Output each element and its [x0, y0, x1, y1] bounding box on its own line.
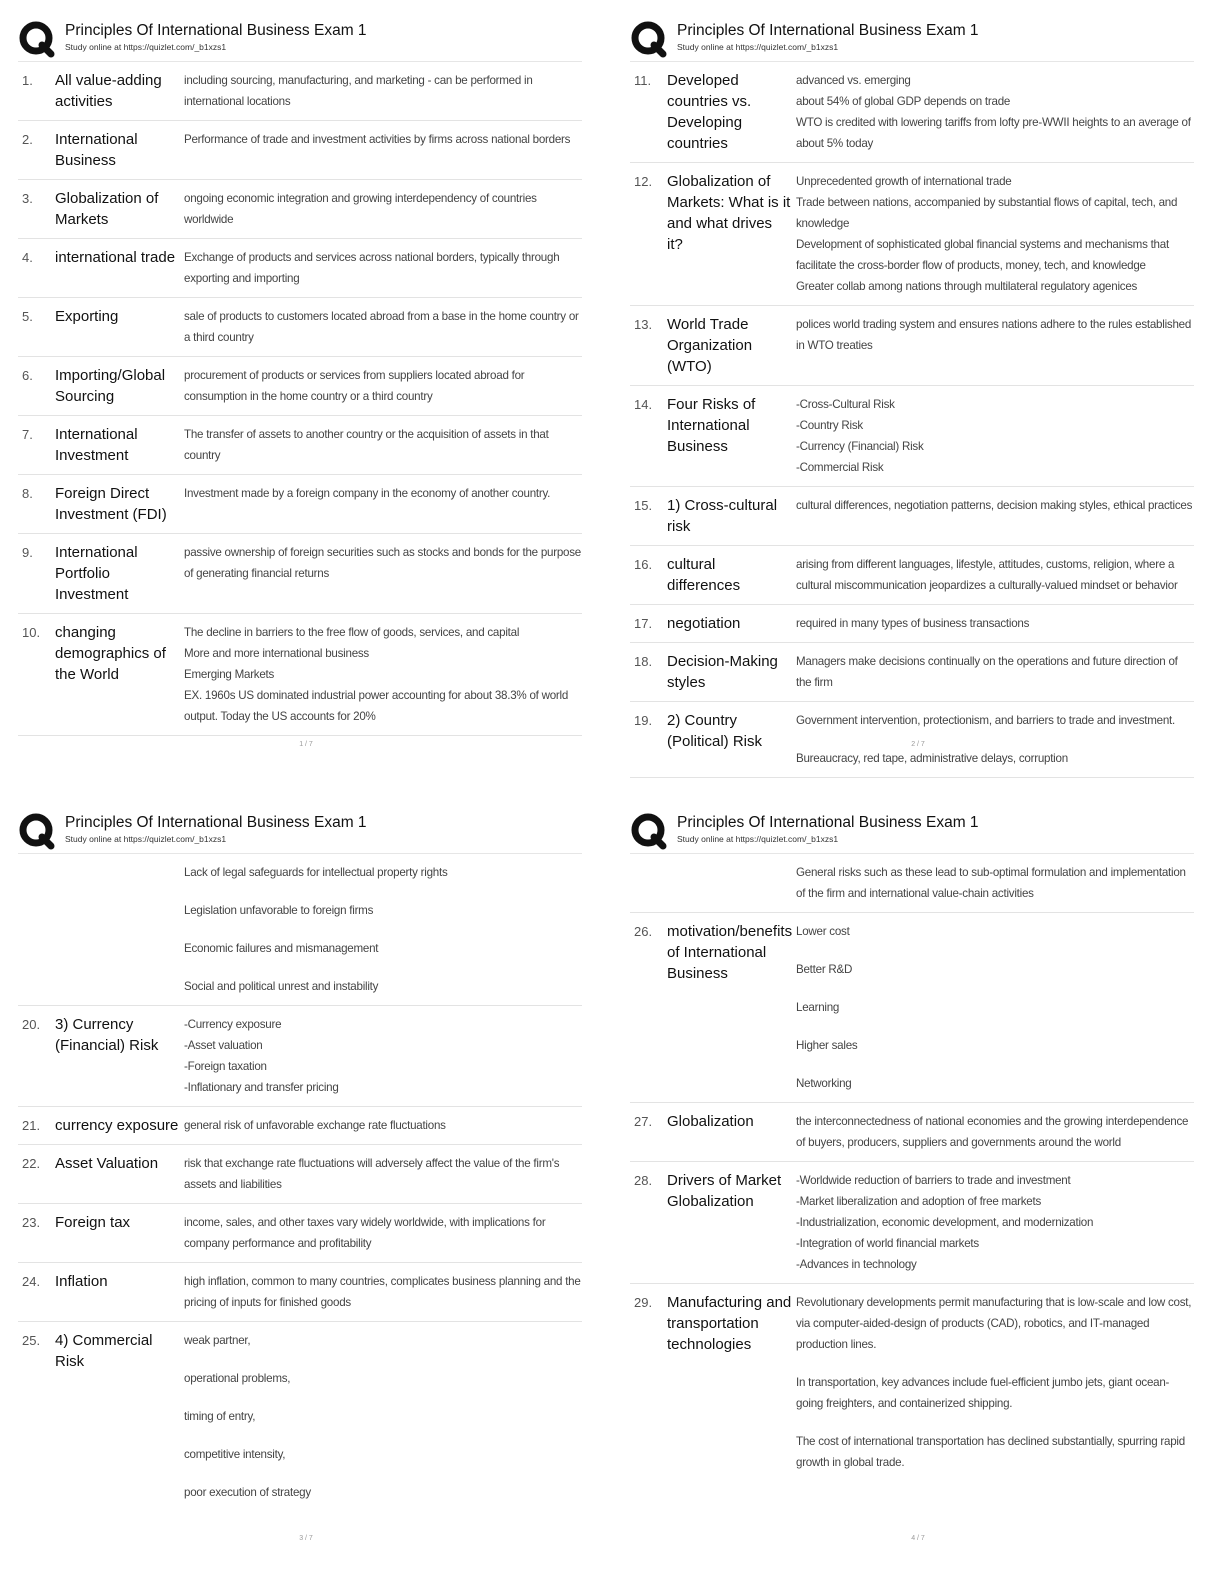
quizlet-logo-icon [18, 20, 56, 58]
definition-line: about 54% of global GDP depends on trade [796, 95, 1011, 108]
definition-line: operational problems, [184, 1372, 291, 1385]
term-row [18, 62, 582, 121]
term-number: 3. [22, 191, 33, 206]
term-label: International Portfolio Investment [55, 544, 138, 603]
term-number: 21. [22, 1118, 41, 1133]
page-header [630, 20, 1194, 62]
definition-line: timing of entry, [184, 1410, 256, 1423]
term-row [630, 913, 1194, 1103]
page-number: 4 / 7 [911, 1535, 925, 1542]
definition-line: -Currency exposure [184, 1018, 282, 1031]
term-label: 1) Cross-cultural risk [667, 497, 778, 535]
definition-line: Lower cost [796, 925, 850, 938]
term-row [630, 62, 1194, 163]
term-definition [796, 171, 1194, 297]
term-number: 19. [634, 713, 653, 728]
term-number: 14. [634, 397, 653, 412]
term-definition [796, 495, 1194, 537]
term-row [18, 180, 582, 239]
definition-line: The transfer of assets to another country or the acquisition of assets in that country [184, 428, 549, 462]
term-number: 6. [22, 368, 33, 383]
term-row [18, 298, 582, 357]
term-number: 2. [22, 132, 33, 147]
definition-line: -Advances in technology [796, 1258, 917, 1271]
term-number: 4. [22, 250, 33, 265]
definition-line: including sourcing, manufacturing, and marketing - can be performed in international locations [184, 74, 533, 108]
term-list [18, 62, 582, 736]
definition-line: Revolutionary developments permit manufacturing that is low-scale and low cost, via computer-aided-design of products (CAD), robotics, and IT-managed production lines. [796, 1296, 1192, 1351]
term-number: 8. [22, 486, 33, 501]
term-number: 1. [22, 73, 33, 88]
term-label: Inflation [55, 1273, 108, 1290]
term-label: international trade [55, 249, 176, 266]
term-row [630, 386, 1194, 487]
term-number: 25. [22, 1333, 41, 1348]
term-definition [184, 622, 582, 727]
term-list [630, 62, 1194, 778]
page-4 [612, 792, 1224, 1584]
term-label: Decision-Making styles [667, 653, 778, 691]
term-label: currency exposure [55, 1117, 179, 1134]
term-label: 2) Country (Political) Risk [667, 712, 763, 750]
term-label: Foreign tax [55, 1214, 131, 1231]
definition-line: Government intervention, protectionism, and barriers to trade and investment. [796, 714, 1176, 727]
definition-line: general risk of unfavorable exchange rate fluctuations [184, 1119, 446, 1132]
term-definition [796, 70, 1194, 154]
term-label: 4) Commercial Risk [55, 1332, 153, 1370]
definition-line: weak partner, [184, 1334, 251, 1347]
term-number: 7. [22, 427, 33, 442]
definition-line: More and more international business [184, 647, 369, 660]
definition-line: ongoing economic integration and growing interdependency of countries worldwide [184, 192, 537, 226]
term-row [18, 1006, 582, 1107]
document-title: Principles Of International Business Exam 1 [677, 814, 979, 831]
term-definition [184, 70, 582, 112]
term-definition [184, 483, 582, 525]
definition-line: polices world trading system and ensures nations adhere to the rules established in WTO treaties [796, 318, 1192, 352]
term-label: Importing/Global Sourcing [55, 367, 166, 405]
term-row [18, 357, 582, 416]
definition-line: Exchange of products and services across national borders, typically through exporting and importing [184, 251, 560, 285]
definition-line: Greater collab among nations through multilateral regulatory agenices [796, 280, 1138, 293]
term-row [18, 1107, 582, 1145]
term-label: 3) Currency (Financial) Risk [55, 1016, 159, 1054]
definition-line: Bureaucracy, red tape, administrative delays, corruption [796, 752, 1068, 765]
term-definition [184, 247, 582, 289]
term-number: 12. [634, 174, 653, 189]
term-row [18, 1204, 582, 1263]
term-row [18, 854, 582, 1006]
term-number: 5. [22, 309, 33, 324]
term-label: Foreign Direct Investment (FDI) [55, 485, 167, 523]
definition-line: -Market liberalization and adoption of free markets [796, 1195, 1042, 1208]
page-header [630, 812, 1194, 854]
page-header [18, 20, 582, 62]
term-number: 10. [22, 625, 41, 640]
term-definition [184, 365, 582, 407]
term-row [18, 1145, 582, 1204]
term-definition [184, 306, 582, 348]
definition-line: sale of products to customers located abroad from a base in the home country or a third country [184, 310, 579, 344]
term-number: 11. [634, 73, 652, 88]
term-label: Globalization [667, 1113, 754, 1130]
term-definition [184, 1115, 582, 1136]
definition-line: -Cross-Cultural Risk [796, 398, 895, 411]
definition-line: cultural differences, negotiation patterns, decision making styles, ethical practices [796, 499, 1193, 512]
term-label: cultural differences [667, 556, 741, 594]
document-title: Principles Of International Business Exam 1 [65, 814, 367, 831]
term-definition [184, 188, 582, 230]
term-number: 15. [634, 498, 653, 513]
definition-line: Learning [796, 1001, 840, 1014]
term-definition [184, 862, 582, 997]
term-label: Globalization of Markets [55, 190, 159, 228]
quizlet-logo-icon [18, 812, 56, 850]
term-definition [796, 613, 1194, 634]
term-label: Developed countries vs. Developing countries [667, 72, 752, 152]
term-label: Asset Valuation [55, 1155, 159, 1172]
definition-line: The decline in barriers to the free flow of goods, services, and capital [184, 626, 520, 639]
term-definition [796, 921, 1194, 1094]
term-row [630, 163, 1194, 306]
term-definition [184, 424, 582, 466]
definition-line: Unprecedented growth of international trade [796, 175, 1012, 188]
term-definition [796, 394, 1194, 478]
term-label: changing demographics of the World [55, 624, 166, 683]
term-row [630, 643, 1194, 702]
term-row [630, 702, 1194, 778]
term-definition [184, 542, 582, 605]
term-number: 24. [22, 1274, 41, 1289]
term-number: 29. [634, 1295, 653, 1310]
term-list [630, 854, 1194, 1481]
term-row [18, 614, 582, 736]
term-definition [184, 1014, 582, 1098]
definition-line: Managers make decisions continually on the operations and future direction of the firm [796, 655, 1178, 689]
definition-line: income, sales, and other taxes vary widely worldwide, with implications for company performance and profitability [184, 1216, 546, 1250]
term-row [630, 854, 1194, 913]
term-definition [796, 314, 1194, 377]
term-label: Exporting [55, 308, 119, 325]
term-number: 27. [634, 1114, 653, 1129]
term-row [630, 487, 1194, 546]
definition-line: WTO is credited with lowering tariffs from lofty pre-WWII heights to an average of about 5% today [796, 116, 1191, 150]
term-number: 17. [634, 616, 653, 631]
term-number: 22. [22, 1156, 41, 1171]
definition-line: Economic failures and mismanagement [184, 942, 379, 955]
term-label: Four Risks of International Business [667, 396, 756, 455]
definition-line: -Currency (Financial) Risk [796, 440, 924, 453]
definition-line: -Industrialization, economic development, and modernization [796, 1216, 1094, 1229]
definition-line: Emerging Markets [184, 668, 275, 681]
term-definition [796, 1170, 1194, 1275]
term-row [630, 605, 1194, 643]
definition-line: -Worldwide reduction of barriers to trade and investment [796, 1174, 1071, 1187]
definition-line: Investment made by a foreign company in the economy of another country. [184, 487, 551, 500]
definition-line: -Integration of world financial markets [796, 1237, 979, 1250]
term-row [630, 1162, 1194, 1284]
quizlet-logo-icon [630, 20, 668, 58]
page-3 [0, 792, 612, 1584]
term-definition [184, 1271, 582, 1313]
definition-line: competitive intensity, [184, 1448, 286, 1461]
study-online-link[interactable]: Study online at https://quizlet.com/_b1xzs1 [65, 834, 227, 844]
term-row [18, 239, 582, 298]
definition-line: -Inflationary and transfer pricing [184, 1081, 339, 1094]
page-number: 1 / 7 [299, 741, 313, 748]
quizlet-logo-icon [630, 812, 668, 850]
term-label [55, 862, 184, 997]
definition-line: -Asset valuation [184, 1039, 263, 1052]
document-title: Principles Of International Business Exam 1 [65, 22, 367, 39]
definition-line: the interconnectedness of national economies and the growing interdependence of buyers, producers, suppliers and governments around the world [796, 1115, 1189, 1149]
definition-line: Better R&D [796, 963, 853, 976]
study-online-link[interactable]: Study online at https://quizlet.com/_b1xzs1 [677, 42, 839, 52]
definition-line: high inflation, common to many countries, complicates business planning and the pricing of inputs for finished goods [184, 1275, 581, 1309]
term-number: 9. [22, 545, 33, 560]
term-row [18, 534, 582, 614]
definition-line: passive ownership of foreign securities such as stocks and bonds for the purpose of generating financial returns [184, 546, 581, 580]
definition-line: advanced vs. emerging [796, 74, 911, 87]
term-list [18, 854, 582, 1511]
study-online-link[interactable]: Study online at https://quizlet.com/_b1xzs1 [65, 42, 227, 52]
definition-line: -Country Risk [796, 419, 863, 432]
definition-line: Networking [796, 1077, 852, 1090]
term-label: Globalization of Markets: What is it and what drives it? [667, 173, 791, 253]
term-label: All value-adding activities [55, 72, 162, 110]
term-number: 18. [634, 654, 653, 669]
definition-line: The cost of international transportation has declined substantially, spurring rapid growth in global trade. [796, 1435, 1185, 1469]
term-row [18, 1322, 582, 1511]
term-label: World Trade Organization (WTO) [667, 316, 753, 375]
page-number: 2 / 7 [911, 741, 925, 748]
term-definition [796, 554, 1194, 596]
term-label: Manufacturing and transportation technologies [667, 1294, 792, 1353]
definition-line: procurement of products or services from suppliers located abroad for consumption in the home country or a third country [184, 369, 525, 403]
definition-line: General risks such as these lead to sub-optimal formulation and implementation of the firm and international value-chain activities [796, 866, 1186, 900]
definition-line: -Commercial Risk [796, 461, 884, 474]
term-number: 13. [634, 317, 653, 332]
term-definition [796, 1111, 1194, 1153]
definition-line: -Foreign taxation [184, 1060, 267, 1073]
definition-line: Performance of trade and investment activities by firms across national borders [184, 133, 571, 146]
page-2 [612, 0, 1224, 792]
definition-line: Social and political unrest and instability [184, 980, 379, 993]
term-row [18, 416, 582, 475]
definition-line: poor execution of strategy [184, 1486, 311, 1499]
term-label: Drivers of Market Globalization [667, 1172, 782, 1210]
document-title: Principles Of International Business Exam 1 [677, 22, 979, 39]
definition-line: In transportation, key advances include fuel-efficient jumbo jets, giant ocean-going freighters, and containerized shipping. [796, 1376, 1170, 1410]
term-number: 23. [22, 1215, 41, 1230]
term-label [667, 862, 796, 904]
definition-line: Higher sales [796, 1039, 858, 1052]
term-number: 28. [634, 1173, 653, 1188]
term-definition [184, 1153, 582, 1195]
term-number [630, 862, 667, 904]
term-definition [184, 1212, 582, 1254]
definition-line: arising from different languages, lifestyle, attitudes, customs, religion, where a cultural miscommunication jeopardizes a culturally-valued mindset or behavior [796, 558, 1178, 592]
term-number: 26. [634, 924, 653, 939]
definition-line: risk that exchange rate fluctuations will adversely affect the value of the firm's assets and liabilities [184, 1157, 560, 1191]
term-definition [184, 129, 582, 171]
term-definition [796, 1292, 1194, 1473]
term-row [630, 546, 1194, 605]
definition-line: EX. 1960s US dominated industrial power accounting for about 38.3% of world output. Today the US accounts for 20% [184, 689, 569, 723]
term-number: 16. [634, 557, 653, 572]
definition-line: Legislation unfavorable to foreign firms [184, 904, 374, 917]
term-number [18, 862, 55, 997]
term-definition [184, 1330, 582, 1503]
definition-line: Development of sophisticated global financial systems and mechanisms that facilitate the cross-border flow of products, money, tech, and knowledge [796, 238, 1169, 272]
term-label: International Business [55, 131, 138, 169]
page-number: 3 / 7 [299, 1535, 313, 1542]
term-row [630, 306, 1194, 386]
term-row [630, 1284, 1194, 1481]
term-row [630, 1103, 1194, 1162]
term-label: negotiation [667, 615, 741, 632]
term-label: International Investment [55, 426, 138, 464]
definition-line: Trade between nations, accompanied by substantial flows of capital, tech, and knowledge [796, 196, 1178, 230]
term-label: motivation/benefits of International Business [667, 923, 793, 982]
term-definition [796, 710, 1194, 769]
term-row [18, 1263, 582, 1322]
study-online-link[interactable]: Study online at https://quizlet.com/_b1xzs1 [677, 834, 839, 844]
term-row [18, 121, 582, 180]
definition-line: Lack of legal safeguards for intellectual property rights [184, 866, 448, 879]
term-number: 20. [22, 1017, 41, 1032]
page-header [18, 812, 582, 854]
definition-line: required in many types of business transactions [796, 617, 1030, 630]
term-definition [796, 651, 1194, 693]
term-row [18, 475, 582, 534]
page-1 [0, 0, 612, 792]
term-definition [796, 862, 1194, 904]
